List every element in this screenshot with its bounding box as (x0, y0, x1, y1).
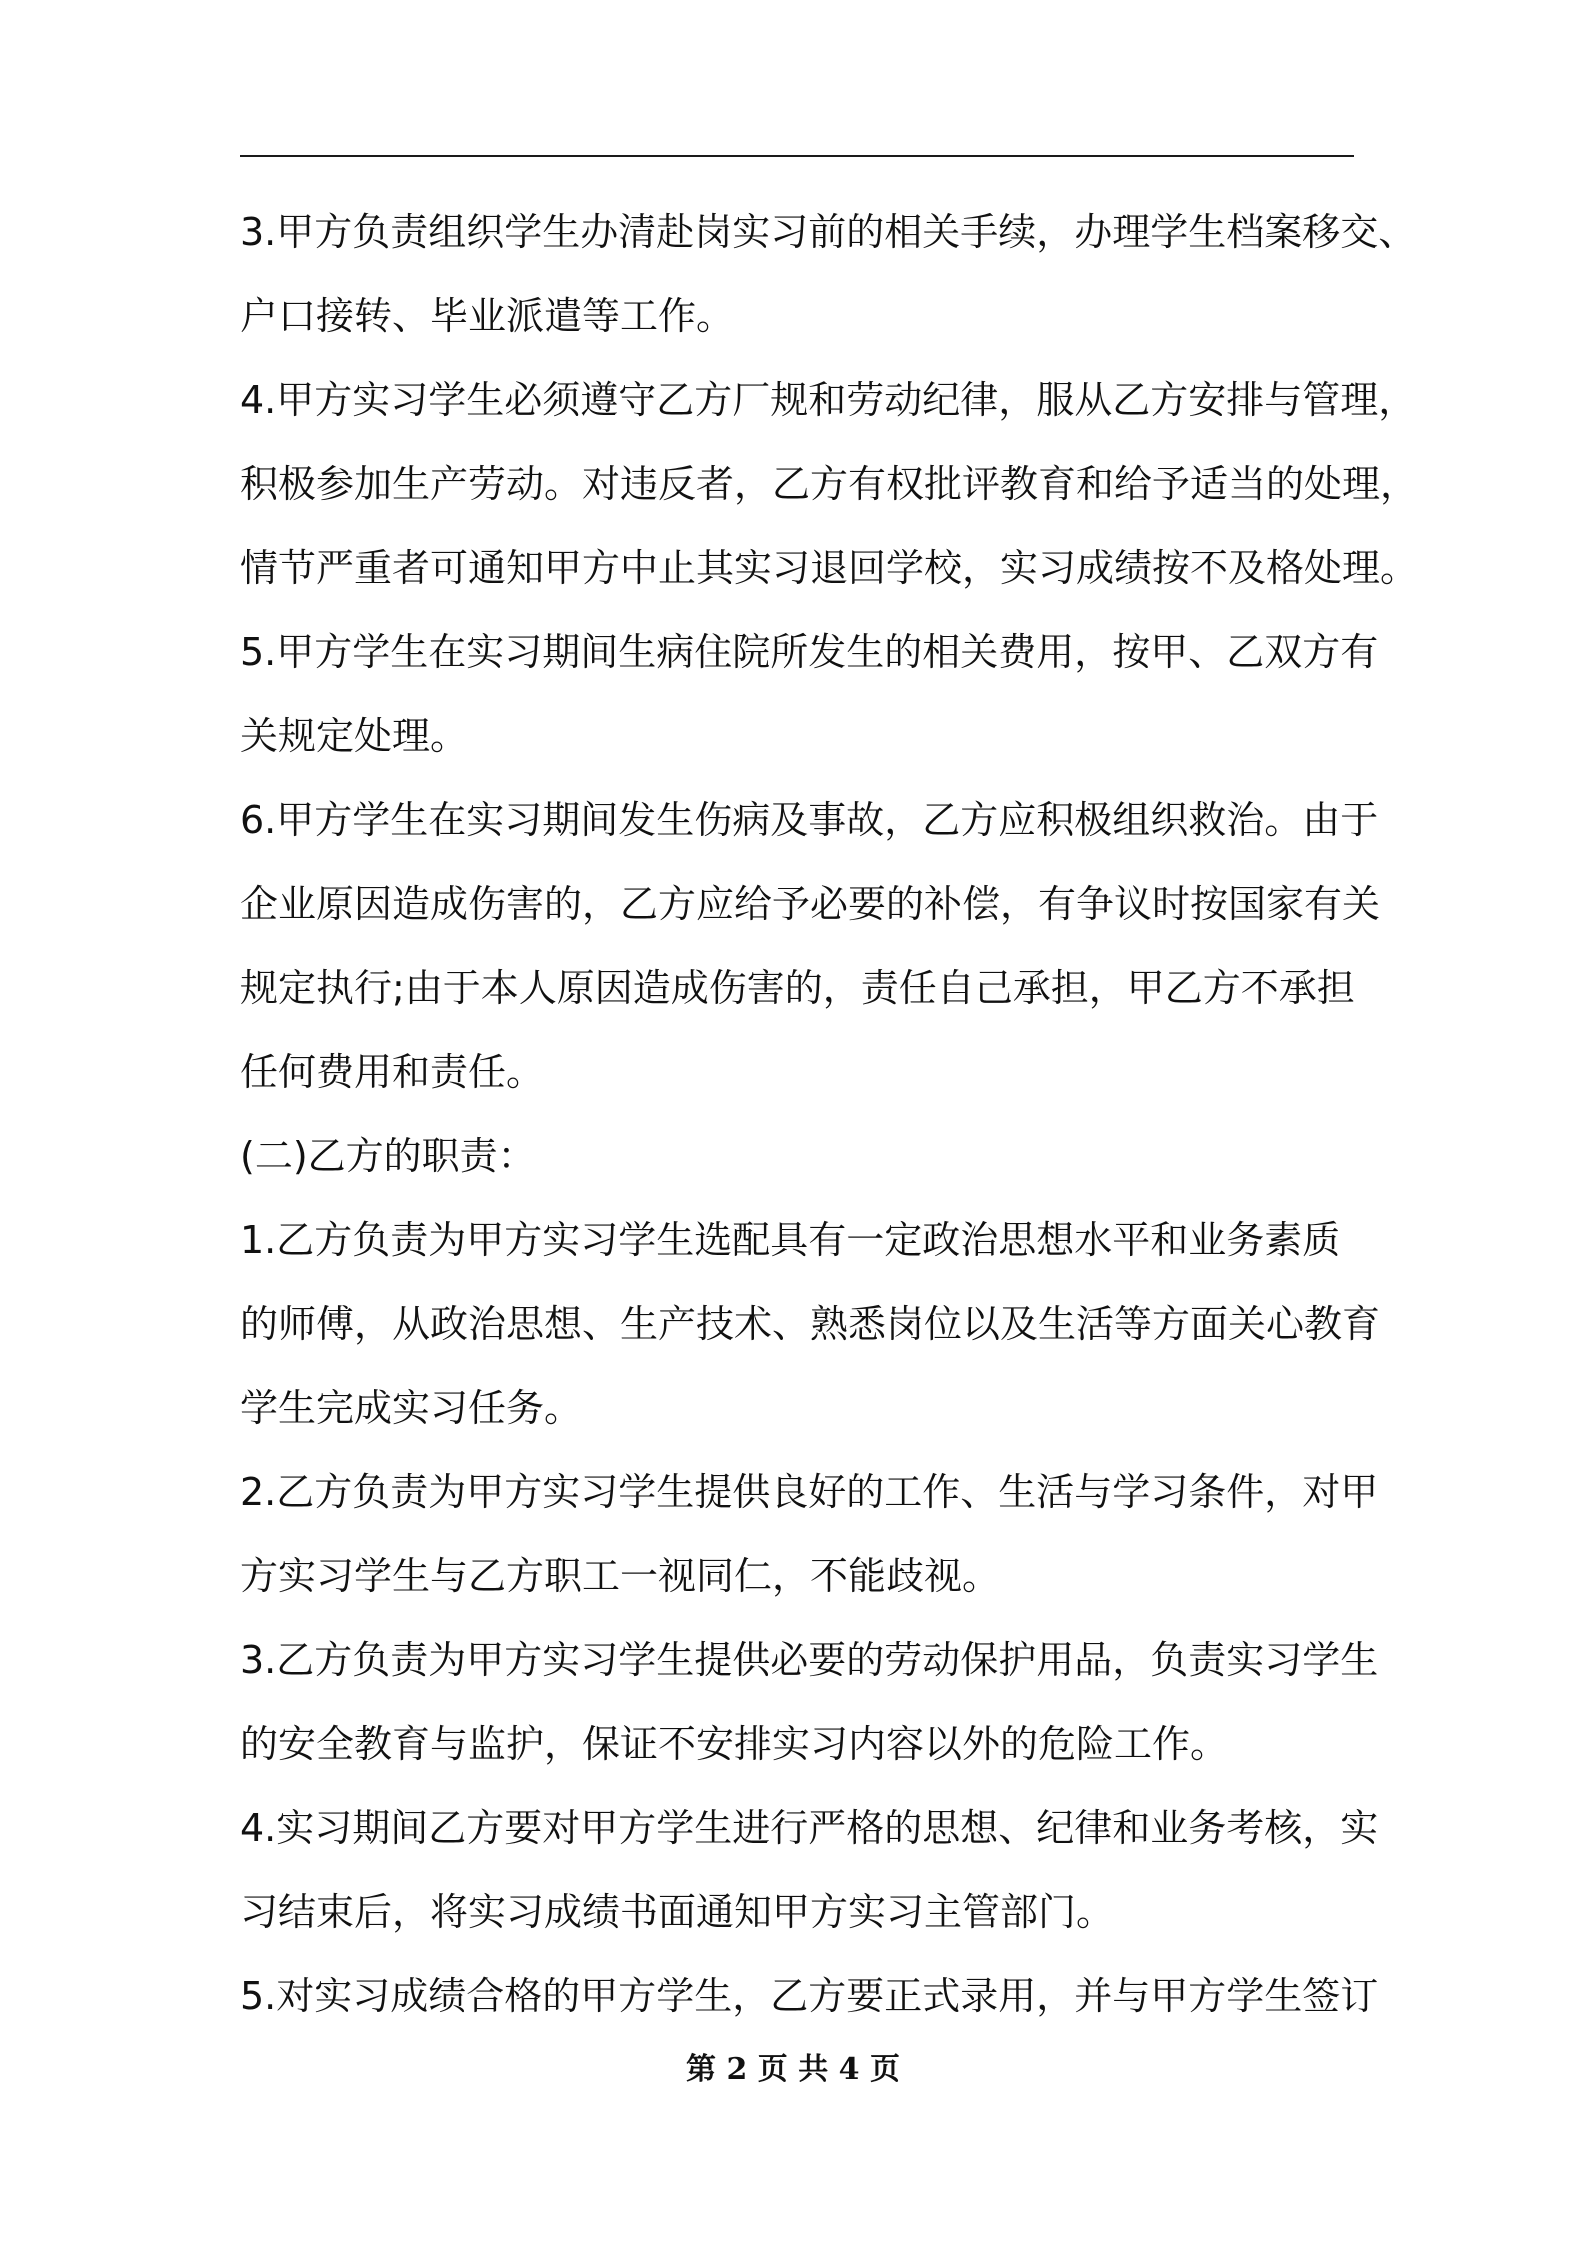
page-number: 第 2 页 共 4 页 (686, 2052, 900, 2087)
text-line: 5.甲方学生在实习期间生病住院所发生的相关费用，按甲、乙双方有 (240, 630, 1379, 674)
text-line: 的师傅，从政治思想、生产技术、熟悉岗位以及生活等方面关心教育 (240, 1302, 1381, 1346)
text-line: 3.乙方负责为甲方实习学生提供必要的劳动保护用品，负责实习学生 (240, 1638, 1379, 1682)
text-line: 3.甲方负责组织学生办清赴岗实习前的相关手续，办理学生档案移交、 (240, 210, 1417, 254)
text-line: 4.实习期间乙方要对甲方学生进行严格的思想、纪律和业务考核，实 (240, 1806, 1379, 1850)
text-line: 规定执行;由于本人原因造成伤害的，责任自己承担，甲乙方不承担 (240, 966, 1355, 1010)
text-line: 企业原因造成伤害的，乙方应给予必要的补偿，有争议时按国家有关 (240, 882, 1381, 926)
text-line: 方实习学生与乙方职工一视同仁，不能歧视。 (240, 1554, 1001, 1598)
text-line: 任何费用和责任。 (240, 1050, 545, 1094)
header-rule (240, 155, 1354, 157)
text-line: 5.对实习成绩合格的甲方学生，乙方要正式录用，并与甲方学生签订 (240, 1974, 1379, 2018)
text-line: 关规定处理。 (240, 714, 469, 758)
text-line: 6.甲方学生在实习期间发生伤病及事故，乙方应积极组织救治。由于 (240, 798, 1379, 842)
text-line: 情节严重者可通知甲方中止其实习退回学校，实习成绩按不及格处理。 (240, 546, 1419, 590)
text-line: 4.甲方实习学生必须遵守乙方厂规和劳动纪律，服从乙方安排与管理， (240, 378, 1417, 422)
text-line: 户口接转、毕业派遣等工作。 (240, 294, 735, 338)
text-line: 积极参加生产劳动。对违反者，乙方有权批评教育和给予适当的处理， (240, 462, 1419, 506)
text-line: 的安全教育与监护，保证不安排实习内容以外的危险工作。 (240, 1722, 1229, 1766)
text-line: 习结束后，将实习成绩书面通知甲方实习主管部门。 (240, 1890, 1115, 1934)
text-line: 2.乙方负责为甲方实习学生提供良好的工作、生活与学习条件，对甲 (240, 1470, 1379, 1514)
document-body (240, 190, 1419, 2038)
section-heading: (二)乙方的职责： (240, 1134, 536, 1178)
text-line: 1.乙方负责为甲方实习学生选配具有一定政治思想水平和业务素质 (240, 1218, 1341, 1262)
text-line: 学生完成实习任务。 (240, 1386, 583, 1430)
